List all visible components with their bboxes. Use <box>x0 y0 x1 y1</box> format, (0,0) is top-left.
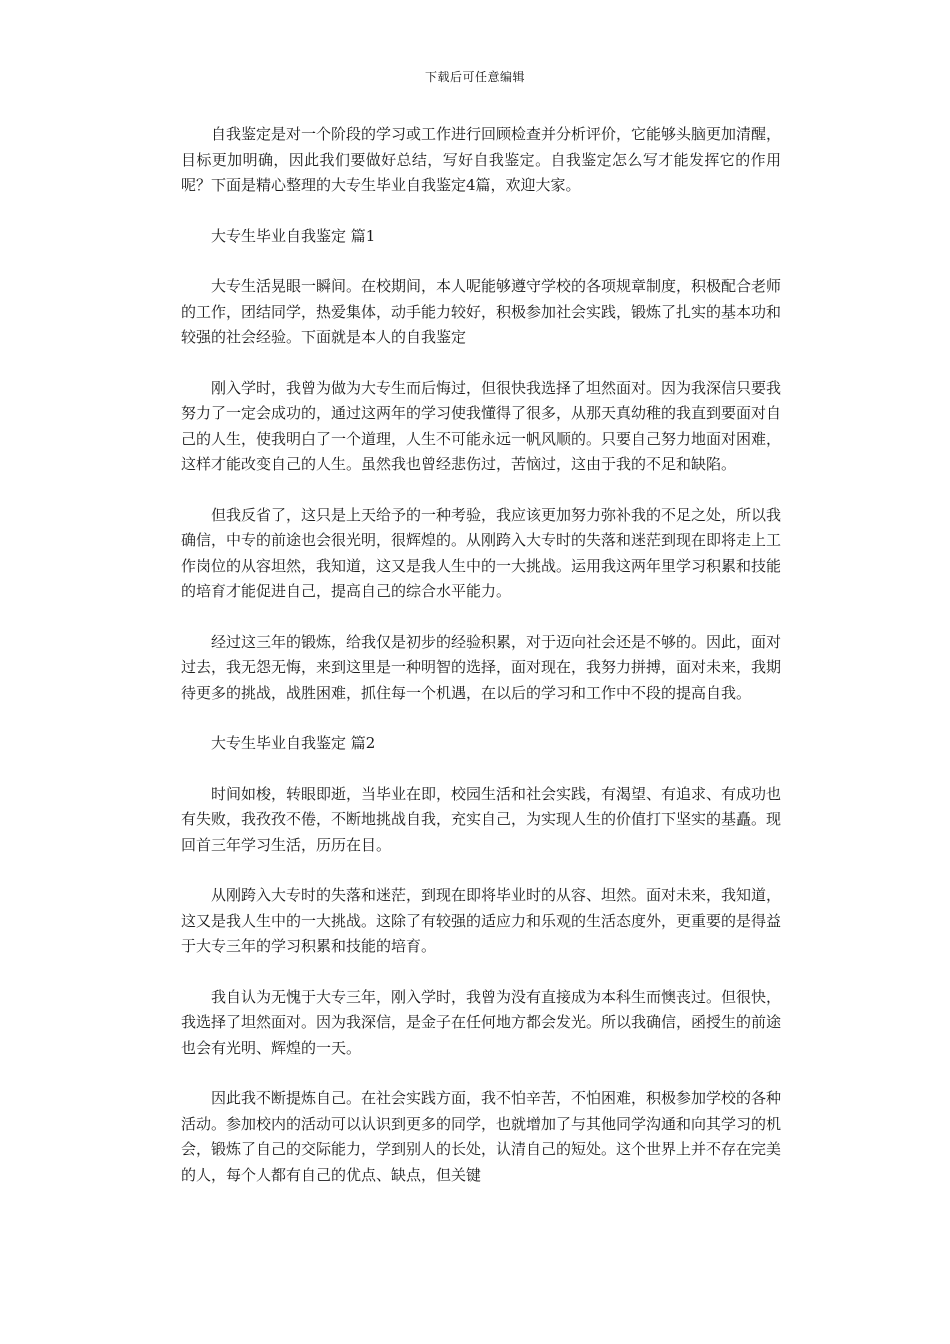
section-1-paragraph-4: 经过这三年的锻炼，给我仅是初步的经验积累，对于迈向社会还是不够的。因此，面对过去，我无怨无悔，来到这里是一种明智的选择，面对现在，我努力拼搏，面对未来，我期待更多的挑战，战胜困难，抓住每一个机遇，在以后的学习和工作中不段的提高自我。 <box>181 632 782 702</box>
section-2-paragraph-3: 我自认为无愧于大专三年，刚入学时，我曾为没有直接成为本科生而懊丧过。但很快，我选择了坦然面对。因为我深信，是金子在任何地方都会发光。所以我确信，函授生的前途也会有光明、辉煌的一天。 <box>181 987 782 1057</box>
section-2-paragraph-1: 时间如梭，转眼即逝，当毕业在即，校园生活和社会实践，有渴望、有追求、有成功也有失败，我孜孜不倦，不断地挑战自我，充实自己，为实现人生的价值打下坚实的基矗。现回首三年学习生活，历历在目。 <box>181 784 782 854</box>
section-1-paragraph-1: 大专生活晃眼一瞬间。在校期间，本人呢能够遵守学校的各项规章制度，积极配合老师的工作，团结同学，热爱集体，动手能力较好，积极参加社会实践，锻炼了扎实的基本功和较强的社会经验。下面就是本人的自我鉴定 <box>181 277 782 346</box>
section-2-paragraph-2: 从刚跨入大专时的失落和迷茫，到现在即将毕业时的从容、坦然。面对未来，我知道，这又是我人生中的一大挑战。这除了有较强的适应力和乐观的生活态度外，更重要的是得益于大专三年的学习积累和技能的培育。 <box>181 886 782 955</box>
intro-paragraph: 自我鉴定是对一个阶段的学习或工作进行回顾检查并分析评价，它能够头脑更加清醒，目标更加明确，因此我们要做好总结，写好自我鉴定。自我鉴定怎么写才能发挥它的作用呢？下面是精心整理的大专生毕业自我鉴定4篇，欢迎大家。 <box>181 125 782 194</box>
page-header-note: 下载后可任意编辑 <box>424 70 525 84</box>
section-1-paragraph-2: 刚入学时，我曾为做为大专生而后悔过，但很快我选择了坦然面对。因为我深信只要我努力了一定会成功的，通过这两年的学习使我懂得了很多，从那天真幼稚的我直到要面对自己的人生，使我明白了一个道理，人生不可能永远一帆风顺的。只要自己努力地面对困难，这样才能改变自己的人生。虽然我也曾经悲伤过，苦恼过，这由于我的不足和缺陷。 <box>181 378 782 473</box>
document-body <box>181 122 781 1213</box>
section-1-title: 大专生毕业自我鉴定 篇1 <box>211 226 376 245</box>
section-2-title: 大专生毕业自我鉴定 篇2 <box>211 734 376 752</box>
section-1-paragraph-3: 但我反省了，这只是上天给予的一种考验，我应该更加努力弥补我的不足之处，所以我确信，中专的前途也会很光明，很辉煌的。从刚跨入大专时的失落和迷茫到现在即将走上工作岗位的从容坦然，我知道，这又是我人生中的一大挑战。运用我这两年里学习积累和技能的培育才能促进自己，提高自己的综合水平能力。 <box>181 505 782 600</box>
section-2-paragraph-4: 因此我不断提炼自己。在社会实践方面，我不怕辛苦，不怕困难，积极参加学校的各种活动。参加校内的活动可以认识到更多的同学，也就增加了与其他同学沟通和向其学习的机会，锻炼了自己的交际能力，学到别人的长处，认清自己的短处。这个世界上并不存在完美的人，每个人都有自己的优点、缺点，但关键 <box>181 1089 782 1184</box>
